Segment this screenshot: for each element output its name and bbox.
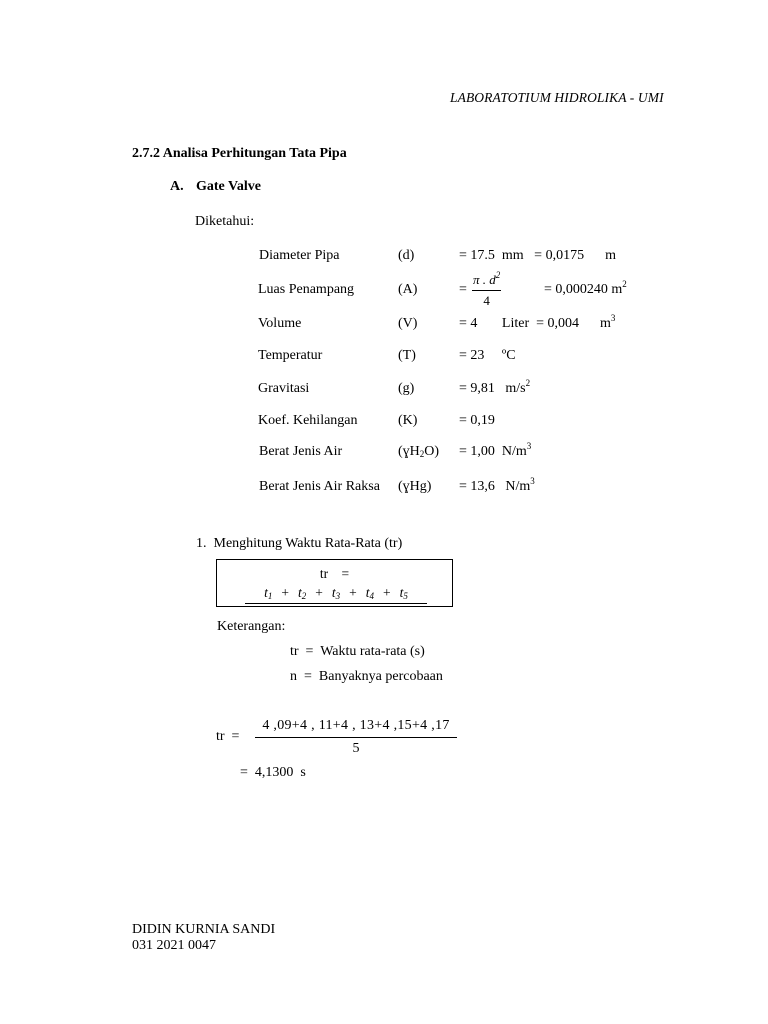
formula-plus: +: [383, 585, 391, 600]
legend-title: Keterangan:: [217, 619, 286, 634]
param-value-water-weight-unit-exp: 3: [526, 441, 532, 451]
param-value-area-text: = 0,000240 m: [544, 282, 623, 297]
formula-term-2: $t_2$: [297, 585, 307, 601]
param-value-gravity-text: = 9,81 m/s: [459, 381, 526, 396]
param-value-water-weight-text: = 1,00 N/m: [459, 444, 527, 459]
formula-term-1: $t_1$: [264, 585, 273, 601]
area-fraction-exponent: 2: [495, 270, 501, 280]
param-area-eq: =: [459, 282, 467, 297]
param-value-mercury-weight: [459, 476, 535, 494]
param-value-diameter: = 17.5 mm = 0,0175 m: [459, 248, 616, 263]
param-value-area: [544, 279, 627, 297]
param-label-temperature: Temperatur: [258, 348, 323, 363]
formula-plus: +: [349, 585, 357, 600]
calc-fraction: [255, 718, 457, 757]
param-label-water-weight: Berat Jenis Air: [259, 444, 343, 459]
area-fraction-numerator: π . d: [473, 272, 496, 287]
param-symbol-water-weight-sub: 2: [419, 449, 425, 459]
param-value-mercury-weight-text: = 13,6 N/m: [459, 479, 531, 494]
param-symbol-diameter: (d): [398, 248, 415, 263]
param-symbol-gravity: (g): [398, 381, 415, 396]
formula-box: [216, 559, 453, 607]
param-value-area-unit-exp: 2: [622, 279, 627, 289]
formula-term-3: $t_3$: [331, 585, 341, 601]
param-value-volume-text: = 4 Liter = 0,004 m: [459, 316, 611, 331]
area-fraction-denominator: 4: [483, 293, 490, 308]
given-label: Diketahui:: [195, 214, 255, 229]
param-symbol-volume: (V): [398, 316, 418, 331]
subsection-number: A.: [170, 179, 184, 194]
fraction-bar: [255, 737, 457, 738]
param-symbol-temperature: (T): [398, 348, 416, 363]
param-value-gravity-unit-exp: 2: [525, 378, 531, 388]
param-label-mercury-weight: Berat Jenis Air Raksa: [259, 479, 380, 494]
step-1-title: 1. Menghitung Waktu Rata-Rata (tr): [196, 536, 403, 551]
param-symbol-area: (A): [398, 282, 418, 297]
param-value-volume-unit-exp: 3: [610, 313, 616, 323]
param-value-temperature: = 23 ºC: [459, 348, 516, 363]
param-symbol-loss-coef: (K): [398, 413, 418, 428]
formula-term-4: $t_4$: [365, 585, 375, 601]
formula-term-5: $t_5$: [399, 585, 408, 601]
area-fraction: [472, 272, 501, 309]
param-label-diameter: Diameter Pipa: [259, 248, 340, 263]
param-label-area: Luas Penampang: [258, 282, 355, 297]
formula-lhs: tr =: [319, 566, 350, 581]
param-value-water-weight: [459, 441, 532, 459]
param-label-volume: Volume: [258, 316, 302, 331]
param-symbol-mercury-weight: (ɣHg): [398, 479, 432, 494]
calc-result: = 4,1300 s: [240, 765, 306, 780]
param-symbol-water-weight-post: O): [424, 444, 440, 459]
param-symbol-water-weight: [398, 445, 439, 459]
formula-plus: +: [315, 585, 323, 600]
legend-item-n: n = Banyaknya percobaan: [290, 669, 443, 684]
legend-item-tr: tr = Waktu rata-rata (s): [290, 644, 425, 659]
footer-name: DIDIN KURNIA SANDI: [132, 922, 276, 937]
calc-lhs: tr =: [216, 729, 240, 744]
param-value-gravity: [459, 378, 531, 396]
param-value-mercury-weight-unit-exp: 3: [530, 476, 535, 486]
footer-id: 031 2021 0047: [132, 938, 216, 953]
subsection-title: [170, 180, 261, 194]
param-value-loss-coef: = 0,19: [459, 413, 495, 428]
section-title: 2.7.2 Analisa Perhitungan Tata Pipa: [132, 146, 347, 161]
subsection-label: Gate Valve: [196, 179, 261, 194]
fraction-bar: [472, 290, 501, 291]
page-header: LABORATOTIUM HIDROLIKA - UMI: [450, 90, 664, 105]
param-value-volume: [459, 313, 616, 331]
formula-plus: +: [281, 585, 289, 600]
formula-sum: [245, 585, 427, 604]
calc-denominator: 5: [352, 741, 360, 756]
param-label-gravity: Gravitasi: [258, 381, 310, 396]
calc-numerator: 4 ,09+4 , 11+4 , 13+4 ,15+4 ,17: [262, 718, 450, 733]
param-symbol-water-weight-pre: (ɣH: [398, 444, 420, 459]
param-label-loss-coef: Koef. Kehilangan: [258, 413, 358, 428]
